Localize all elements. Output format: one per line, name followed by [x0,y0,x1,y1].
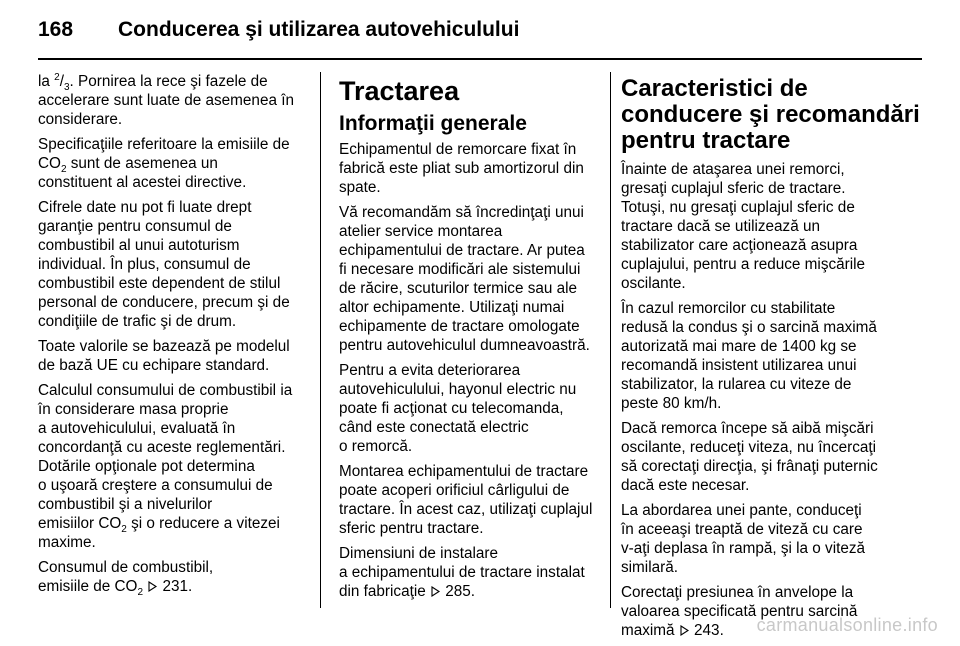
paragraph-oscillation: Dacă remorca începe să aibă mişcări oscilante, reduceţi viteza, nu încercaţi să corectaţi direcţia, şi frânaţi puternic dacă este necesar. [621,420,878,494]
watermark: carmanualsonline.info [756,615,938,635]
page-number: 168 [38,18,74,41]
paragraph-equipment: Echipamentul de remorcare fixat în fabrică este pliat sub amortizorul din spate. [339,141,584,196]
paragraph-mounting: Montarea echipamentului de tractare poate acoperi orificiul cârligului de tractare. În acest caz, utilizaţi cuplajul sferic pentru tractare. [339,463,593,537]
paragraph-calculation: Calculul consumului de combustibil ia în considerare masa proprie a autovehiculului, evaluată în concordanţă cu aceste reglementări. Dotările opţionale pot determina o uşoară creştere a consumului de combustibil şi a nivelurilor emisiilor $CO_2$ şi o reducere a vitezei maxime. [38,382,293,551]
paragraph-tailgate: Pentru a evita deteriorarea autovehiculului, hayonul electric nu poate fi acţionat cu telecomanda, când este conectată electric o remorcă. [339,362,577,455]
paragraph-co2: Specificaţiile referitoare la emisiile de $CO_2$ sunt de asemenea un constituent al acestei directive. [38,136,290,191]
page-reference-icon [430,586,441,597]
page-title: Conducerea şi utilizarea autovehiculului [118,18,520,41]
paragraph-tyre-pressure: Corectaţi presiunea în anvelope la valoarea specificată pentru sarcină maximă 243. [621,583,911,640]
column-right [621,72,920,646]
page-reference-icon [147,581,158,592]
paragraph-recommendation: Vă recomandăm să încredinţaţi unui atelier service montarea echipamentului de tractare. Ar putea fi necesare modificări ale sistemului de răcire, scuturilor termice sau ale altor echipamente. Utilizaţi numai echipamente de tractare omologate pentru autovehiculul dumneavoastră. [339,204,590,354]
paragraph-greasing: Înainte de ataşarea unei remorci, gresaţi cuplajul sferic de tractare. Totuşi, nu gresaţi cuplajul sferic de tractare dacă se utilizează un stabilizator care acţionează asupra cuplajului, pentru a reduce mişcările oscilante. [621,161,866,292]
paragraph-reference: Consumul de combustibil, emisiile de $CO_2$ 231. [38,558,308,596]
paragraph-values: Toate valorile se bazează pe modelul de bază UE cu echipare standard. [38,338,290,374]
section-heading: Tractarea [339,76,460,106]
page-reference-icon [679,625,690,636]
cross-reference-link[interactable]: emisiile de $CO_2$ 231. [38,578,193,599]
column-divider [610,72,611,608]
subsection-heading: Informaţii generale [339,112,527,135]
column-left [38,72,308,602]
paragraph-cycle: la $^2/_3$. Pornirea la rece şi fazele de accelerare sunt luate de asemenea în considerare. [38,71,294,128]
cross-reference-link[interactable]: maximă 243. [621,622,724,639]
page-header [38,10,922,50]
paragraph-dimensions: Dimensiuni de instalare a echipamentului de tractare instalat din fabricaţie 285. [339,544,609,601]
paragraph-downhill: La abordarea unei pante, conduceţi în aceeaşi treaptă de viteză cu care v-aţi deplasa în rampă, şi la o viteză similară. [621,502,866,576]
paragraph-stability: În cazul remorcilor cu stabilitate redusă la condus şi o sarcină maximă autorizată mai mare de 1400 kg se recomandă insistent utilizarea unui stabilizator, la rularea cu viteze de peste 80 km/h. [621,300,877,412]
column-middle [339,72,609,607]
cross-reference-link[interactable]: din fabricaţie 285. [339,583,476,600]
column-divider [320,72,321,608]
section-heading: Caracteristici de conducere şi recomandări pentru tractare [621,75,920,154]
header-rule [38,58,922,60]
paragraph-figures: Cifrele date nu pot fi luate drept garanţie pentru consumul de combustibil al unui autoturism individual. În plus, consumul de combustibil este dependent de stilul personal de conducere, precum şi de condiţiile de trafic şi de drum. [38,199,290,330]
